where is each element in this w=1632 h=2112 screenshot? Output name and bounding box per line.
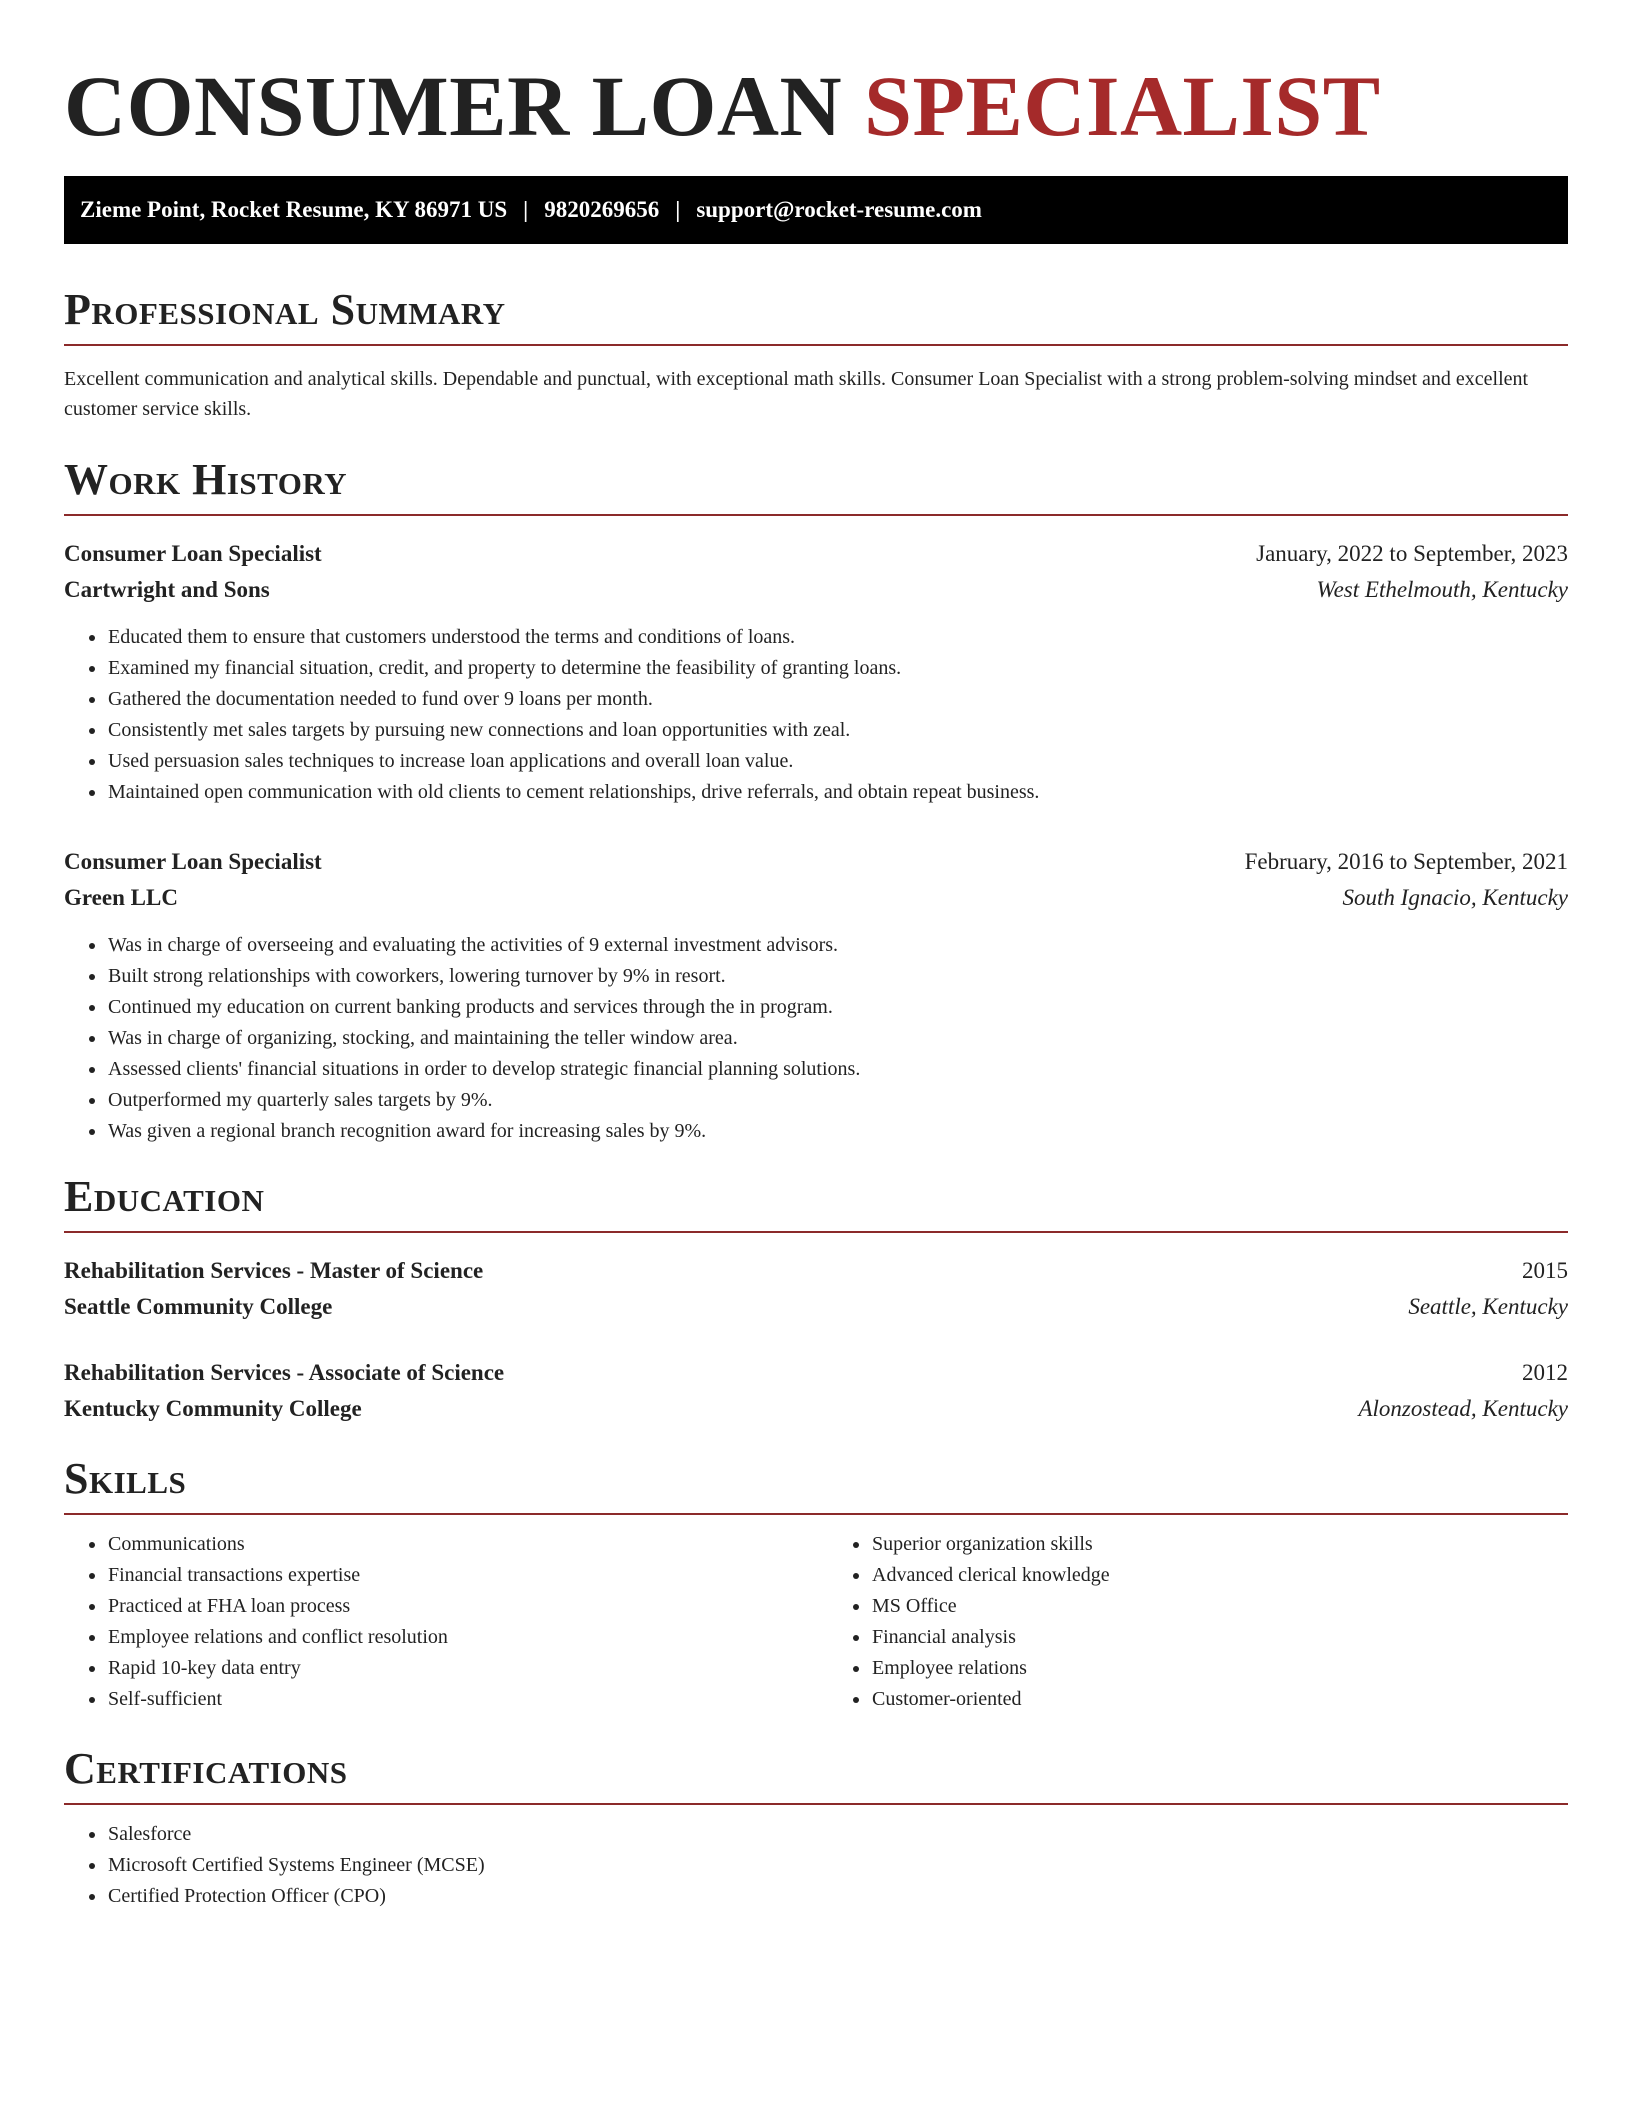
skill-item: • Advanced clerical knowledge xyxy=(871,1560,1568,1591)
job-location: West Ethelmouth, Kentucky xyxy=(1316,577,1568,602)
education-entry xyxy=(64,1355,1568,1427)
education-location: Alonzostead, Kentucky xyxy=(1358,1396,1568,1421)
skill-item: • Self-sufficient xyxy=(107,1684,804,1715)
resume-header xyxy=(64,0,1568,176)
work-history-section xyxy=(64,452,1568,1147)
education-entry xyxy=(64,1253,1568,1325)
job-bullet: • Educated them to ensure that customers understood the terms and conditions of loans. xyxy=(107,622,1568,653)
job-entry xyxy=(64,844,1568,1147)
skill-item: • Employee relations and conflict resolution xyxy=(107,1622,804,1653)
section-divider xyxy=(64,1513,1568,1515)
education-location: Seattle, Kentucky xyxy=(1408,1294,1568,1319)
job-dates: February, 2016 to September, 2021 xyxy=(1244,849,1568,874)
education-school: Kentucky Community College xyxy=(64,1396,362,1421)
job-company-row xyxy=(64,880,1568,916)
section-heading: Skills xyxy=(64,1454,187,1503)
skill-item: • Financial analysis xyxy=(871,1622,1568,1653)
contact-bar xyxy=(64,176,1568,244)
skill-item: • Rapid 10-key data entry xyxy=(107,1653,804,1684)
job-bullets xyxy=(64,622,1568,808)
job-header-row xyxy=(64,844,1568,880)
job-bullet: • Consistently met sales targets by pursuing new connections and loan opportunities with zeal. xyxy=(107,715,1568,746)
education-school-row xyxy=(64,1289,1568,1325)
skills-grid xyxy=(64,1529,1568,1715)
contact-separator: | xyxy=(675,197,681,222)
job-bullet: • Built strong relationships with coworkers, lowering turnover by 9% in resort. xyxy=(107,961,1568,992)
section-divider xyxy=(64,1803,1568,1805)
section-heading: Education xyxy=(64,1172,265,1221)
summary-section xyxy=(64,282,1568,424)
education-section xyxy=(64,1169,1568,1427)
job-title: Consumer Loan Specialist xyxy=(64,541,322,566)
job-bullet: • Was in charge of overseeing and evaluating the activities of 9 external investment advisors. xyxy=(107,930,1568,961)
job-entry xyxy=(64,536,1568,808)
contact-separator: | xyxy=(523,197,529,222)
job-company: Green LLC xyxy=(64,885,178,910)
title-first-part: CONSUMER LOAN xyxy=(64,58,843,154)
title-accent-part: SPECIALIST xyxy=(864,58,1381,154)
skills-column-right xyxy=(828,1529,1568,1715)
job-company: Cartwright and Sons xyxy=(64,577,270,602)
job-bullets xyxy=(64,930,1568,1147)
job-bullet: • Outperformed my quarterly sales targets by 9%. xyxy=(107,1085,1568,1116)
section-divider xyxy=(64,514,1568,516)
education-school-row xyxy=(64,1391,1568,1427)
contact-address: Zieme Point, Rocket Resume, KY 86971 US xyxy=(80,197,508,222)
job-bullet: • Gathered the documentation needed to fund over 9 loans per month. xyxy=(107,684,1568,715)
skill-item: • MS Office xyxy=(871,1591,1568,1622)
education-degree: Rehabilitation Services - Associate of Science xyxy=(64,1360,505,1385)
certification-item: • Certified Protection Officer (CPO) xyxy=(107,1881,1568,1912)
skill-item: • Financial transactions expertise xyxy=(107,1560,804,1591)
candidate-title xyxy=(64,56,1568,156)
job-bullet: • Used persuasion sales techniques to increase loan applications and overall loan value. xyxy=(107,746,1568,777)
job-bullet: • Assessed clients' financial situations in order to develop strategic financial planning solutions. xyxy=(107,1054,1568,1085)
job-bullet: • Maintained open communication with old clients to cement relationships, drive referrals, and obtain repeat business. xyxy=(107,777,1568,808)
section-heading: Certifications xyxy=(64,1744,348,1793)
job-header-row xyxy=(64,536,1568,572)
skill-item: • Superior organization skills xyxy=(871,1529,1568,1560)
skills-section xyxy=(64,1451,1568,1715)
education-degree-row xyxy=(64,1355,1568,1391)
skill-item: • Employee relations xyxy=(871,1653,1568,1684)
education-year: 2015 xyxy=(1522,1258,1568,1283)
skill-item: • Communications xyxy=(107,1529,804,1560)
job-company-row xyxy=(64,572,1568,608)
certification-list xyxy=(64,1819,1568,1912)
job-bullet: • Examined my financial situation, credit, and property to determine the feasibility of granting loans. xyxy=(107,653,1568,684)
job-bullet: • Was given a regional branch recognition award for increasing sales by 9%. xyxy=(107,1116,1568,1147)
section-heading: Work History xyxy=(64,455,348,504)
education-year: 2012 xyxy=(1522,1360,1568,1385)
skill-item: • Practiced at FHA loan process xyxy=(107,1591,804,1622)
contact-email[interactable]: support@rocket-resume.com xyxy=(696,197,982,222)
skills-column-left xyxy=(64,1529,804,1715)
skill-item: • Customer-oriented xyxy=(871,1684,1568,1715)
contact-phone: 9820269656 xyxy=(544,197,660,222)
section-divider xyxy=(64,344,1568,346)
job-title: Consumer Loan Specialist xyxy=(64,849,322,874)
education-school: Seattle Community College xyxy=(64,1294,333,1319)
section-heading: Professional Summary xyxy=(64,285,506,334)
job-dates: January, 2022 to September, 2023 xyxy=(1256,541,1568,566)
section-divider xyxy=(64,1231,1568,1233)
education-degree-row xyxy=(64,1253,1568,1289)
education-degree: Rehabilitation Services - Master of Science xyxy=(64,1258,484,1283)
job-bullet: • Continued my education on current banking products and services through the in program. xyxy=(107,992,1568,1023)
summary-text: Excellent communication and analytical skills. Dependable and punctual, with exceptional math skills. Consumer Loan Specialist with a strong problem-solving mindset and excellent customer service skills. xyxy=(64,368,1529,420)
certifications-section xyxy=(64,1741,1568,1912)
job-location: South Ignacio, Kentucky xyxy=(1342,885,1568,910)
certification-item: • Microsoft Certified Systems Engineer (MCSE) xyxy=(107,1850,1568,1881)
certification-item: • Salesforce xyxy=(107,1819,1568,1850)
job-bullet: • Was in charge of organizing, stocking, and maintaining the teller window area. xyxy=(107,1023,1568,1054)
